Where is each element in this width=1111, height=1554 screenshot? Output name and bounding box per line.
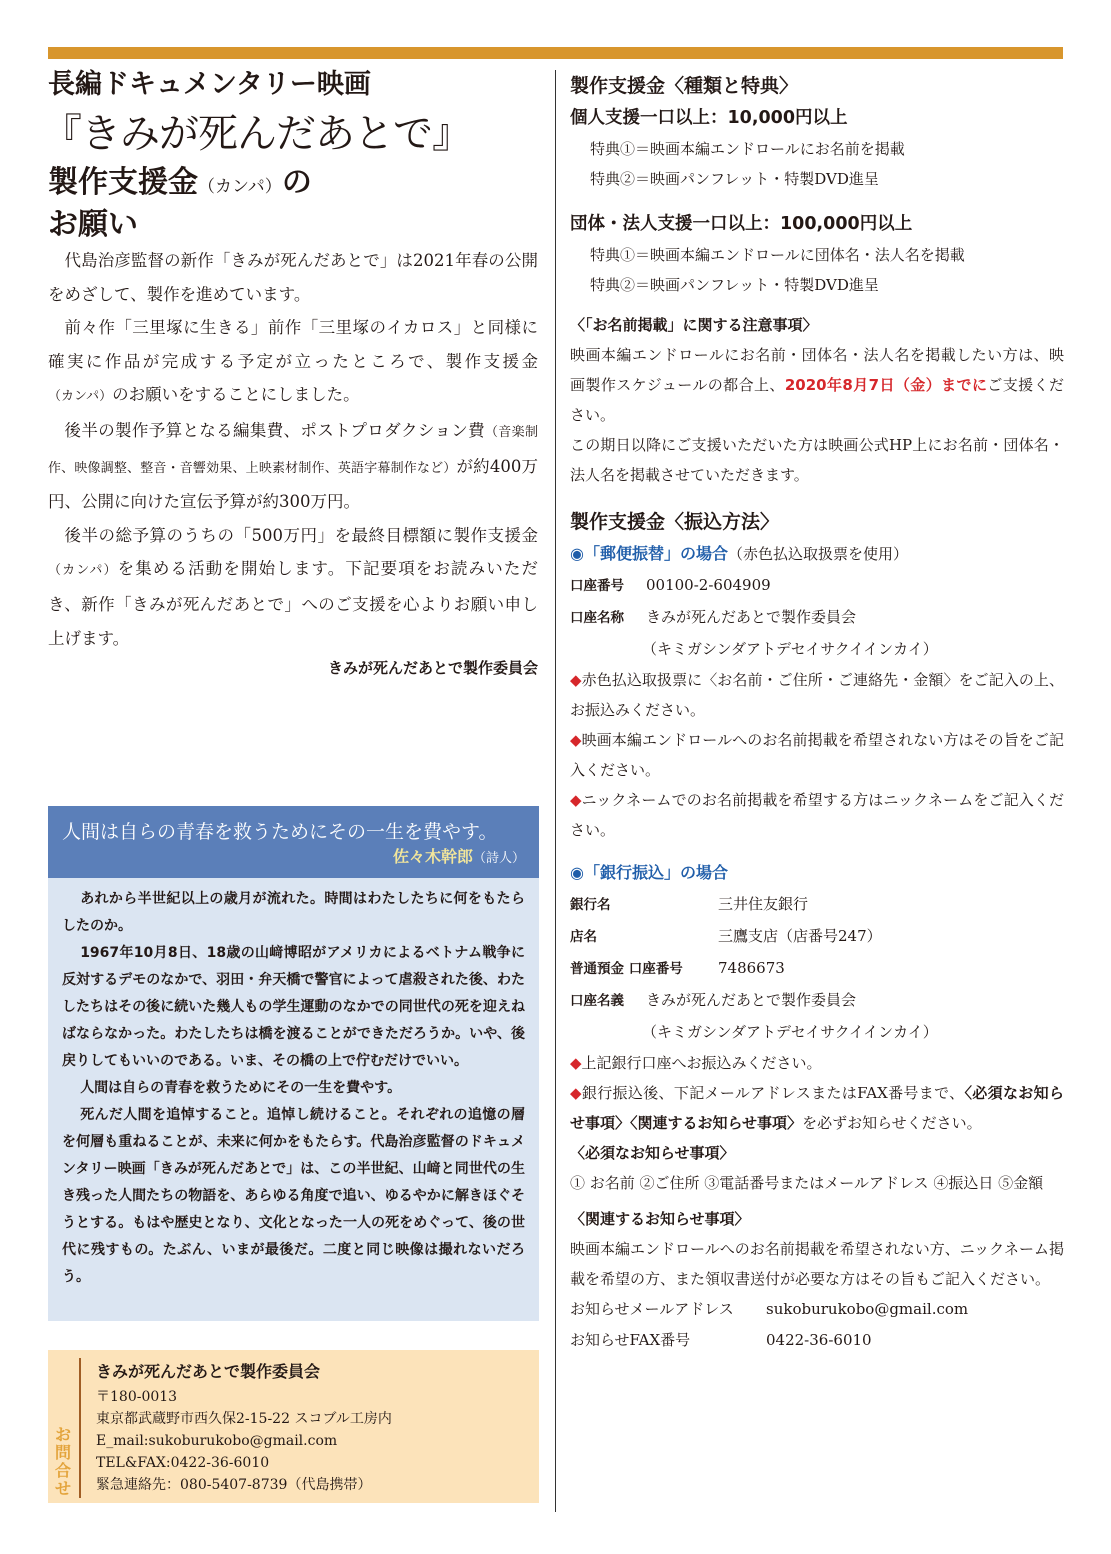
quote-title: 人間は自らの青春を救うためにその一生を費やす。: [62, 821, 498, 843]
intro-p3: [48, 414, 538, 519]
branch-row: [570, 921, 1064, 953]
left-column: [42, 66, 538, 678]
account-number: 7486673: [718, 959, 785, 977]
postal-name-label: 口座名称: [570, 610, 624, 626]
required-text: ① お名前 ②ご住所 ③電話番号またはメールアドレス ④振込日 ⑤金額: [570, 1174, 1044, 1192]
postal-account-label: 口座番号: [570, 578, 624, 594]
right-column: [570, 70, 1064, 1356]
title-request: お願い: [48, 207, 138, 242]
notify-email-label: お知らせメールアドレス: [570, 1300, 734, 1318]
quote-author-name: 佐々木幹郎: [392, 847, 473, 866]
contact-details: [96, 1358, 392, 1496]
notify-fax-row: [570, 1325, 1064, 1356]
related-heading: 〈関連するお知らせ事項〉: [570, 1210, 750, 1228]
postal-name-row: [570, 602, 1064, 634]
postal-bullet-2-text: 映画本編エンドロールへのお名前掲載を希望されない方はその旨をご記入ください。: [570, 731, 1064, 779]
quote-author-role: （詩人）: [472, 851, 525, 866]
contact-org: きみが死んだあとで製作委員会: [96, 1362, 321, 1381]
contact-divider: [79, 1358, 81, 1498]
quote-author: [62, 846, 525, 870]
bank-heading: ◉「銀行振込」の場合: [570, 863, 728, 882]
postal-bullet-3: [570, 785, 1064, 845]
corporate-perk-2: 特典②＝映画パンフレット・特製DVD進呈: [590, 276, 879, 294]
intro-p4c: を集める活動を開始します。下記要項をお読みいただき、新作「きみが死んだあとで」へのご支援を心よりお願い申し上げます。: [48, 559, 538, 648]
contact-emergency: 緊急連絡先：080-5407-8739（代島携帯）: [96, 1477, 372, 1493]
diamond-icon: ◆: [570, 731, 582, 749]
bank-kana: （キミガシンダアトデセイサクイインカイ）: [642, 1023, 938, 1041]
contact-box: [48, 1350, 539, 1503]
types-heading: 製作支援金〈種類と特典〉: [570, 75, 799, 97]
bank-bullet-2c: を必ずお知らせください。: [802, 1114, 982, 1132]
required-heading: 〈必須なお知らせ事項〉: [570, 1144, 735, 1162]
corporate-tier: 団体・法人支援一口以上：100,000円以上: [570, 214, 913, 234]
title-support-end: の: [281, 165, 312, 200]
intro-p3c: が約400万円、公開に向けた宣伝予算が約300万円。: [48, 456, 538, 512]
notice-text-c: この期日以降にご支援いただいた方は映画公式HP上にお名前・団体名・法人名を掲載させていただきます。: [570, 436, 1064, 484]
notice-heading: 〈「お名前掲載」に関する注意事項〉: [570, 316, 818, 334]
contact-zip: 〒180-0013: [96, 1389, 178, 1405]
diamond-icon: ◆: [570, 1084, 582, 1102]
quote-header: [48, 806, 539, 878]
postal-bullet-1-text: 赤色払込取扱票に〈お名前・ご住所・ご連絡先・金額〉をご記入の上、お振込みください。: [570, 671, 1064, 719]
bank-row: [570, 889, 1064, 921]
intro-p2c: のお願いをすることにしました。: [112, 385, 360, 405]
diamond-icon: ◆: [570, 1054, 582, 1072]
contact-address: 東京都武蔵野市西久保2-15-22 スコブル工房内: [96, 1411, 392, 1427]
intro-p2a: 前々作「三里塚に生きる」前作「三里塚のイカロス」と同様に確実に作品が完成する予定が立ったところで、製作支援金: [48, 318, 538, 371]
bank-holder-label: 口座名義: [570, 993, 624, 1009]
account-type-label: 普通預金 口座番号: [570, 961, 683, 977]
contact-telfax: TEL&FAX:0422-36-6010: [96, 1455, 270, 1471]
title-genre: 長編ドキュメンタリー映画: [48, 69, 371, 100]
postal-account-row: [570, 570, 1064, 602]
intro-p3a: 後半の製作予算となる編集費、ポストプロダクション費: [64, 420, 485, 440]
bank-label: 銀行名: [570, 897, 611, 913]
top-accent-bar: [48, 47, 1063, 59]
postal-account-number: 00100-2-604909: [646, 576, 771, 594]
diamond-icon: ◆: [570, 671, 582, 689]
quote-paragraph: あれから半世紀以上の歳月が流れた。時間はわたしたちに何をもたらしたのか。: [62, 891, 525, 934]
intro-p4b: （カンパ）: [48, 563, 118, 579]
contact-label: お問合せ: [54, 1425, 71, 1498]
film-title: 『きみが死んだあとで』: [42, 111, 471, 157]
postal-heading: ◉「郵便振替」の場合: [570, 544, 728, 563]
title-support-main: 製作支援金: [48, 165, 198, 200]
notice-deadline: 2020年8月7日（金）までに: [784, 376, 988, 394]
intro-p3b: （音楽制作、映像調整、整音・音響効果、上映素材制作、英語字幕制作など）: [48, 424, 538, 476]
intro-p4a: 後半の総予算のうちの「500万円」を最終目標額に製作支援金: [64, 525, 538, 545]
intro-p4: [48, 519, 538, 655]
bank-holder-row: [570, 985, 1064, 1017]
postal-heading-row: [570, 538, 1064, 570]
quote-body: [48, 878, 539, 1291]
bank-bullet-1-text: 上記銀行口座へお振込みください。: [581, 1054, 822, 1072]
bank-heading-row: [570, 857, 1064, 889]
notify-fax: 0422-36-6010: [766, 1331, 872, 1349]
branch-name: 三鷹支店（店番号247）: [718, 927, 882, 945]
notify-fax-label: お知らせFAX番号: [570, 1331, 691, 1349]
quote-box: [48, 806, 539, 1321]
intro-p2b: （カンパ）: [48, 389, 113, 405]
individual-perk-2: 特典②＝映画パンフレット・特製DVD進呈: [590, 170, 879, 188]
postal-bullet-2: [570, 725, 1064, 785]
diamond-icon: ◆: [570, 791, 582, 809]
account-row: [570, 953, 1064, 985]
bank-bullet-2b: 〈必須なお知らせ事項〉〈関連するお知らせ事項〉: [570, 1084, 1064, 1132]
bank-bullet-2a: 銀行振込後、下記メールアドレスまたはFAX番号まで、: [581, 1084, 965, 1102]
notice-text-a: 映画本編エンドロールにお名前・団体名・法人名を掲載したい方は、映画製作スケジュールの都合上、: [570, 346, 1064, 394]
individual-perk-1: 特典①＝映画本編エンドロールにお名前を掲載: [590, 140, 905, 158]
quote-paragraph: 人間は自らの青春を救うためにその一生を費やす。: [80, 1080, 402, 1096]
method-heading: 製作支援金〈振込方法〉: [570, 511, 780, 533]
contact-label-area: [48, 1350, 76, 1503]
signature: きみが死んだあとで製作委員会: [327, 659, 538, 678]
notify-email[interactable]: sukoburukobo@gmail.com: [766, 1300, 969, 1318]
postal-account-name: きみが死んだあとで製作委員会: [646, 608, 857, 626]
title-support: [48, 164, 538, 206]
individual-tier: 個人支援一口以上：10,000円以上: [570, 108, 848, 128]
intro-p1: 代島治彦監督の新作「きみが死んだあとで」は2021年春の公開をめざして、製作を進めています。: [48, 251, 538, 304]
notice-text-b: ご支援ください。: [570, 376, 1064, 424]
postal-note: （赤色払込取扱票を使用）: [727, 545, 908, 563]
bank-name: 三井住友銀行: [718, 895, 809, 913]
postal-bullet-3-text: ニックネームでのお名前掲載を希望する方はニックネームをご記入ください。: [570, 791, 1064, 839]
postal-kana: （キミガシンダアトデセイサクイインカイ）: [642, 640, 938, 658]
related-text: 映画本編エンドロールへのお名前掲載を希望されない方、ニックネーム掲載を希望の方、また領収書送付が必要な方はその旨もご記入ください。: [570, 1240, 1064, 1288]
bank-bullet-1: [570, 1048, 1064, 1078]
bank-holder-name: きみが死んだあとで製作委員会: [646, 991, 857, 1009]
branch-label: 店名: [570, 929, 597, 945]
corporate-perk-1: 特典①＝映画本編エンドロールに団体名・法人名を掲載: [590, 246, 965, 264]
column-divider: [555, 70, 556, 1512]
title-support-small: （カンパ）: [198, 177, 282, 197]
intro-body: [48, 244, 538, 655]
notice-text: [570, 340, 1064, 430]
postal-bullet-1: [570, 665, 1064, 725]
bank-bullet-2: [570, 1078, 1064, 1138]
contact-email[interactable]: E_mail:sukoburukobo@gmail.com: [96, 1433, 338, 1449]
quote-paragraph: 死んだ人間を追悼すること。追悼し続けること。それぞれの追憶の層を何層も重ねることが、未来に何かをもたらす。代島治彦監督のドキュメンタリー映画「きみが死んだあとで」は、この半世紀、山﨑と同世代の生き残った人間たちの物語を、あらゆる角度で追い、ゆるやかに解きほぐそうとする。もはや歴史となり、文化となった一人の死をめぐって、後の世代に残すもの。たぶん、いまが最後だ。二度と同じ映像は撮れないだろう。: [62, 1107, 525, 1285]
intro-p2: [48, 311, 538, 414]
notify-email-row: [570, 1294, 1064, 1325]
quote-paragraph: 1967年10月8日、18歳の山﨑博昭がアメリカによるベトナム戦争に反対するデモのなかで、羽田・弁天橋で警官によって虐殺された後、わたしたちはその後に続いた幾人もの学生運動のなかでの同世代の死を迎えねばならなかった。わたしたちは橋を渡ることができただろうか。いや、後戻りしてもいいのである。いま、その橋の上で佇むだけでいい。: [62, 945, 525, 1069]
